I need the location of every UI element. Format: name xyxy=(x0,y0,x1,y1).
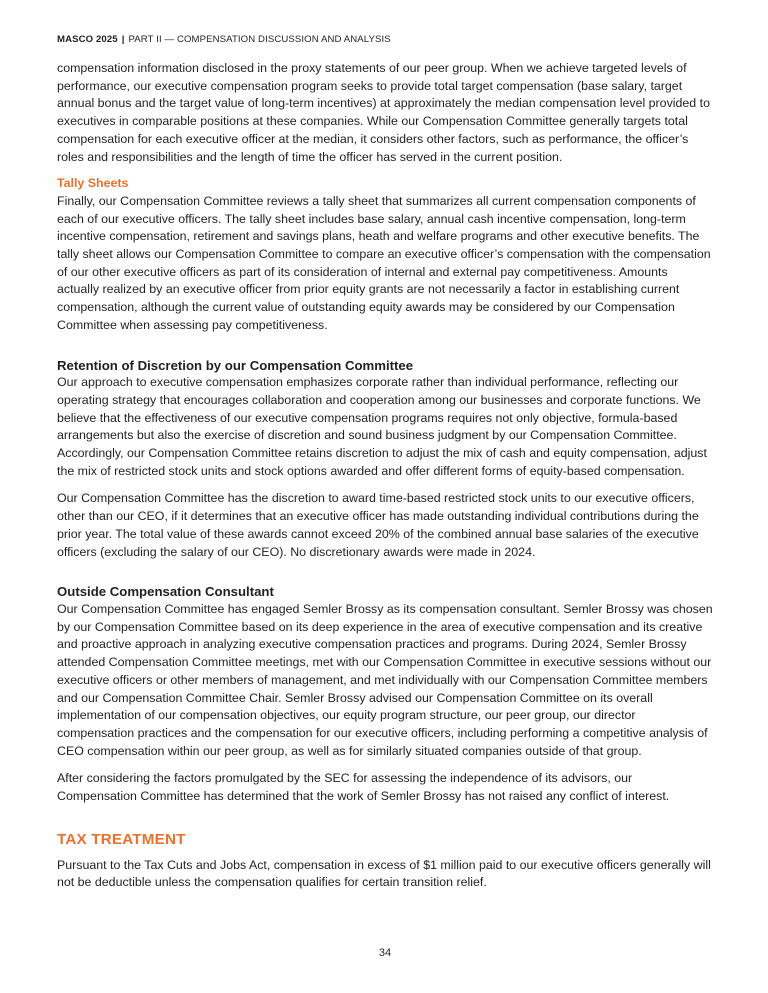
running-header xyxy=(57,34,391,45)
page-content xyxy=(57,60,713,892)
retention-heading: Retention of Discretion by our Compensation Committee xyxy=(57,357,414,373)
consultant-heading: Outside Compensation Consultant xyxy=(57,584,274,600)
tally-sheets-paragraph: Finally, our Compensation Committee reviews a tally sheet that summarizes all current compensation components of each of our executive officers. The tally sheet includes base salary, annual cash incentive compensation, long-term incentive compensation, retirement and savings plans, heath and welfare programs and other executive benefits. The tally sheet allows our Compensation Committee to compare an executive officer’s compensation with the compensation of our other executive officers as part of its consideration of internal and external pay competitiveness. Amounts actually realized by an executive officer from prior equity grants are not necessarily a factor in establishing current compensation, although the current value of outstanding equity awards may be considered by our Compensation Committee when assessing pay competitiveness. xyxy=(57,193,711,332)
consultant-paragraph-2: After considering the factors promulgated by the SEC for assessing the independence of its advisors, our Compensation Committee has determined that the work of Semler Brossy has not raised any conflict of interest. xyxy=(57,771,670,804)
retention-paragraph-2: Our Compensation Committee has the discretion to award time-based restricted stock units to our executive officers, other than our CEO, if it determines that an executive officer has made outstanding individual contributions during the prior year. The total value of these awards cannot exceed 20% of the combined annual base salaries of the executive officers (excluding the salary of our CEO). No discretionary awards were made in 2024. xyxy=(57,491,699,559)
header-section-title: PART II — COMPENSATION DISCUSSION AND ANALYSIS xyxy=(128,34,391,45)
tax-treatment-heading: TAX TREATMENT xyxy=(57,830,186,848)
header-brand: MASCO 2025 xyxy=(57,34,118,45)
tally-sheets-heading: Tally Sheets xyxy=(57,176,129,191)
retention-paragraph-1: Our approach to executive compensation emphasizes corporate rather than individual performance, reflecting our operating strategy that encourages collaboration and cooperation among our businesses and corporate functions. We believe that the effectiveness of our executive compensation programs requires not only objective, formula-based arrangements but also the exercise of discretion and sound business judgment by our Compensation Committee. Accordingly, our Compensation Committee retains discretion to adjust the mix of cash and equity compensation, adjust the mix of restricted stock units and stock options awarded and offer different forms of equity-based compensation. xyxy=(57,375,707,478)
consultant-paragraph-1: Our Compensation Committee has engaged Semler Brossy as its compensation consultant. Semler Brossy was chosen by our Compensation Committee based on its deep experience in the area of executive compensation and its creative and proactive approach in analyzing executive compensation practices and programs. During 2024, Semler Brossy attended Compensation Committee meetings, met with our Compensation Committee in executive sessions without our executive officers or other members of management, and met individually with our Compensation Committee members and our Compensation Committee Chair. Semler Brossy advised our Compensation Committee on its overall implementation of our compensation objectives, our equity program structure, our peer group, our director compensation practices and the compensation for our executive officers, including performing a competitive analysis of CEO compensation within our peer group, as well as for similarly situated companies outside of that group. xyxy=(57,601,713,758)
page-number: 34 xyxy=(378,947,392,959)
tax-treatment-paragraph: Pursuant to the Tax Cuts and Jobs Act, compensation in excess of $1 million paid to our executive officers generally will not be deductible unless the compensation qualifies for certain transition relief. xyxy=(57,857,711,890)
intro-paragraph: compensation information disclosed in the proxy statements of our peer group. When we achieve targeted levels of performance, our executive compensation program seeks to provide total target compensation (base salary, target annual bonus and the target value of long-term incentives) at approximately the median compensation level provided to executives in comparable positions at these companies. While our Compensation Committee generally targets total compensation for each executive officer at the median, it considers other factors, such as performance, the officer’s roles and responsibilities and the length of time the officer has served in the current position. xyxy=(57,61,710,164)
header-separator: | xyxy=(121,34,125,45)
